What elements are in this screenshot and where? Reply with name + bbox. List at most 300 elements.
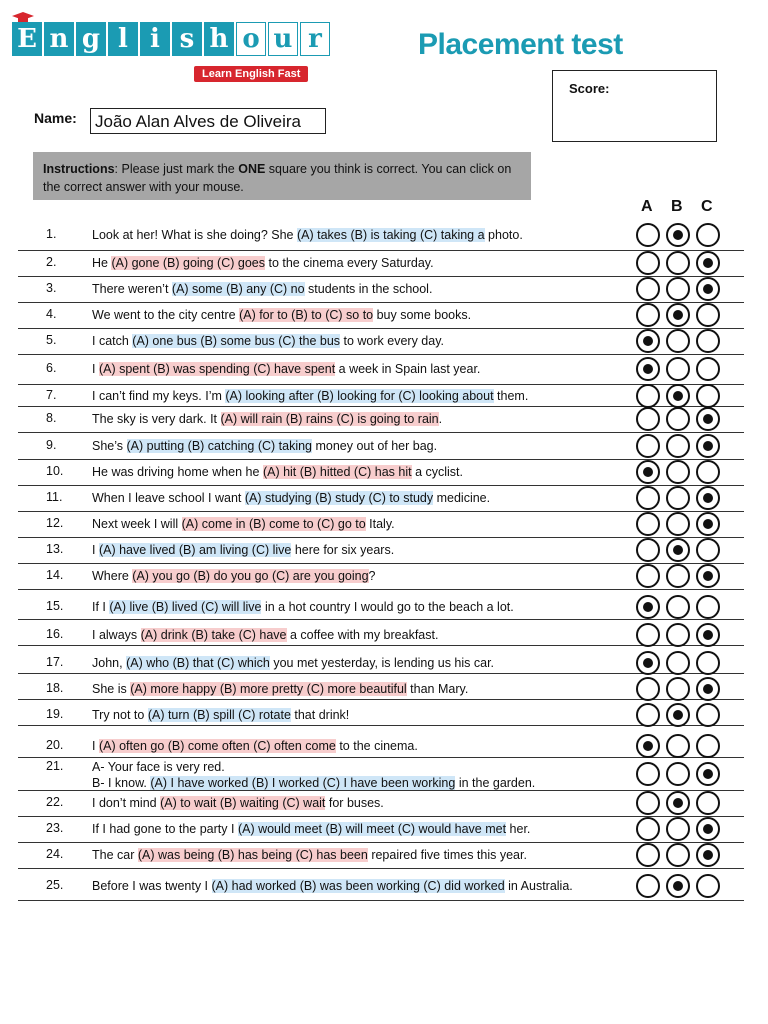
question-ending: for buses. [325, 796, 384, 810]
question-line [92, 681, 468, 697]
selected-dot-icon [673, 798, 683, 808]
table-row [18, 757, 744, 791]
answer-bubble-b[interactable] [666, 874, 690, 898]
answer-bubble-b[interactable] [666, 434, 690, 458]
question-stem: I don’t mind [92, 796, 161, 810]
question-ending: that drink! [290, 708, 350, 722]
question-text [92, 388, 528, 404]
answer-bubble-a[interactable] [636, 407, 660, 431]
answer-options: (A) often go (B) come often (C) often come [98, 738, 336, 753]
answer-bubble-c[interactable] [696, 357, 720, 381]
answer-bubble-c[interactable] [696, 251, 720, 275]
answer-bubble-a[interactable] [636, 564, 660, 588]
answer-bubbles [636, 407, 722, 431]
answer-options: (A) who (B) that (C) which [126, 656, 270, 670]
selected-dot-icon [703, 519, 713, 529]
question-stem: He was driving home when he [92, 465, 263, 479]
question-text [92, 516, 395, 532]
selected-dot-icon [643, 602, 653, 612]
answer-bubbles [636, 486, 722, 510]
answer-bubble-c[interactable] [696, 460, 720, 484]
answer-bubble-c[interactable] [696, 277, 720, 301]
logo-letter: h [204, 22, 234, 56]
question-text [92, 568, 375, 584]
question-line [92, 411, 442, 427]
question-number: 7. [46, 388, 57, 402]
answer-bubbles [636, 595, 722, 619]
selected-dot-icon [703, 258, 713, 268]
question-ending: a week in Spain last year. [335, 362, 481, 376]
answer-bubble-b[interactable] [666, 329, 690, 353]
question-ending: money out of her bag. [312, 439, 438, 453]
question-line [92, 388, 528, 404]
question-ending: Italy. [365, 517, 395, 531]
answer-bubbles [636, 223, 722, 247]
question-text [92, 333, 444, 349]
question-stem: Try not to [92, 708, 148, 722]
table-row [18, 276, 744, 303]
question-ending: in the garden. [455, 776, 536, 790]
table-row [18, 816, 744, 843]
answer-bubbles [636, 512, 722, 536]
selected-dot-icon [703, 493, 713, 503]
answer-bubble-b[interactable] [666, 384, 690, 408]
answer-options: (A) have lived (B) am living (C) live [98, 543, 292, 557]
answer-bubble-c[interactable] [696, 407, 720, 431]
table-row [18, 386, 744, 407]
answer-bubble-c[interactable] [696, 595, 720, 619]
answer-bubble-b[interactable] [666, 460, 690, 484]
answer-bubble-c[interactable] [696, 817, 720, 841]
answer-bubbles [636, 843, 722, 867]
answer-bubble-c[interactable] [696, 434, 720, 458]
answer-bubbles [636, 762, 722, 786]
question-ending: than Mary. [406, 682, 469, 696]
table-row [18, 220, 744, 251]
answer-bubble-a[interactable] [636, 734, 660, 758]
question-number: 10. [46, 464, 64, 478]
question-number: 3. [46, 281, 57, 295]
column-header-b: B [671, 198, 683, 215]
table-row [18, 679, 744, 700]
answer-bubble-a[interactable] [636, 677, 660, 701]
answer-bubbles [636, 277, 722, 301]
question-text [92, 411, 442, 427]
question-stem: I [92, 738, 99, 753]
answer-bubbles [636, 303, 722, 327]
answer-bubbles [636, 874, 722, 898]
table-row [18, 354, 744, 385]
answer-bubble-c[interactable] [696, 843, 720, 867]
instructions-text: : Please just mark the [114, 162, 239, 176]
instructions-box [33, 152, 531, 200]
answer-bubble-b[interactable] [666, 357, 690, 381]
question-number: 13. [46, 542, 64, 556]
answer-bubble-c[interactable] [696, 623, 720, 647]
table-row [18, 594, 744, 620]
answer-bubble-c[interactable] [696, 734, 720, 758]
answer-bubbles [636, 564, 722, 588]
selected-dot-icon [643, 336, 653, 346]
selected-dot-icon [643, 741, 653, 751]
question-ending: photo. [484, 228, 523, 242]
englishour-logo [12, 12, 322, 84]
score-label: Score: [569, 81, 610, 96]
answer-bubble-a[interactable] [636, 538, 660, 562]
answer-options: (A) turn (B) spill (C) rotate [147, 708, 291, 722]
answer-bubble-a[interactable] [636, 434, 660, 458]
answer-bubble-c[interactable] [696, 512, 720, 536]
column-header-c: C [701, 198, 713, 215]
answer-bubbles [636, 251, 722, 275]
answer-bubble-b[interactable] [666, 843, 690, 867]
selected-dot-icon [703, 684, 713, 694]
table-row [18, 790, 744, 817]
question-stem: If I [92, 599, 110, 614]
question-text [92, 490, 490, 506]
selected-dot-icon [703, 824, 713, 834]
question-line [92, 655, 494, 671]
answer-options: (A) one bus (B) some bus (C) the bus [132, 334, 341, 348]
question-number: 1. [46, 227, 57, 241]
table-row [18, 485, 744, 512]
answer-bubbles [636, 623, 722, 647]
answer-options: (A) gone (B) going (C) goes [111, 256, 265, 270]
question-text [92, 307, 471, 323]
answer-bubble-a[interactable] [636, 384, 660, 408]
answer-bubble-c[interactable] [696, 329, 720, 353]
answer-bubble-b[interactable] [666, 762, 690, 786]
answer-bubble-c[interactable] [696, 564, 720, 588]
selected-dot-icon [643, 467, 653, 477]
question-ending: repaired five times this year. [367, 848, 527, 862]
answer-bubble-b[interactable] [666, 407, 690, 431]
answer-bubble-c[interactable] [696, 791, 720, 815]
answer-options: (A) hit (B) hitted (C) has hit [262, 465, 412, 479]
answer-bubble-c[interactable] [696, 677, 720, 701]
question-line [92, 847, 527, 863]
answer-bubble-a[interactable] [636, 651, 660, 675]
answer-bubble-a[interactable] [636, 623, 660, 647]
answer-bubble-c[interactable] [696, 703, 720, 727]
answer-bubble-a[interactable] [636, 595, 660, 619]
question-line [92, 438, 437, 454]
table-row [18, 250, 744, 277]
question-stem: Where [92, 569, 133, 583]
answer-bubble-b[interactable] [666, 277, 690, 301]
question-number: 6. [46, 361, 57, 375]
selected-dot-icon [703, 441, 713, 451]
answer-bubble-b[interactable] [666, 651, 690, 675]
selected-dot-icon [673, 881, 683, 891]
question-ending: here for six years. [291, 543, 395, 557]
question-text [92, 707, 349, 723]
selected-dot-icon [703, 630, 713, 640]
question-text [92, 795, 384, 811]
table-row [18, 871, 744, 901]
answer-bubble-c[interactable] [696, 651, 720, 675]
question-number: 8. [46, 411, 57, 425]
question-line [92, 333, 444, 349]
logo-letter: E [12, 22, 42, 56]
answer-bubble-a[interactable] [636, 303, 660, 327]
question-line [92, 738, 418, 754]
answer-bubble-b[interactable] [666, 734, 690, 758]
selected-dot-icon [703, 284, 713, 294]
question-number: 14. [46, 568, 64, 582]
question-line [92, 775, 535, 791]
question-text [92, 464, 463, 480]
question-stem: We went to the city centre [92, 308, 240, 322]
table-row [18, 563, 744, 590]
question-stem: There weren’t [92, 282, 172, 296]
logo-letter: g [76, 22, 106, 56]
answer-options: (A) more happy (B) more pretty (C) more beautiful [130, 682, 407, 696]
question-ending: in a hot country I would go to the beach a lot. [261, 599, 514, 614]
answer-bubble-b[interactable] [666, 486, 690, 510]
question-text [92, 255, 434, 271]
question-ending: students in the school. [304, 282, 433, 296]
question-ending: a coffee with my breakfast. [286, 628, 439, 642]
question-ending: you met yesterday, is lending us his car. [269, 656, 495, 670]
answer-bubble-b[interactable] [666, 538, 690, 562]
answer-options: (A) will rain (B) rains (C) is going to rain [220, 412, 439, 426]
answer-bubble-b[interactable] [666, 791, 690, 815]
table-row [18, 705, 744, 726]
answer-options: (A) some (B) any (C) no [171, 282, 305, 296]
table-row [18, 459, 744, 486]
table-row [18, 406, 744, 433]
table-row [18, 537, 744, 564]
question-line [92, 707, 349, 723]
answer-bubbles [636, 434, 722, 458]
answer-bubbles [636, 703, 722, 727]
answer-bubble-a[interactable] [636, 357, 660, 381]
answer-bubble-b[interactable] [666, 703, 690, 727]
answer-bubble-a[interactable] [636, 703, 660, 727]
answer-bubble-b[interactable] [666, 512, 690, 536]
answer-bubble-b[interactable] [666, 623, 690, 647]
question-stem: I [92, 362, 99, 376]
question-stem: Look at her! What is she doing? She [92, 228, 297, 242]
answer-bubble-c[interactable] [696, 486, 720, 510]
question-text [92, 542, 394, 558]
question-number: 16. [46, 627, 64, 641]
question-line [92, 227, 523, 243]
selected-dot-icon [703, 850, 713, 860]
question-stem: I can’t find my keys. I’m [92, 389, 226, 403]
logo-tagline: Learn English Fast [194, 66, 308, 82]
answer-bubble-a[interactable] [636, 486, 660, 510]
question-text [92, 227, 523, 243]
question-text [92, 759, 535, 791]
logo-letter: s [172, 22, 202, 56]
logo-letter: r [300, 22, 330, 56]
table-row [18, 302, 744, 329]
table-row [18, 625, 744, 646]
selected-dot-icon [673, 710, 683, 720]
logo-letter: i [140, 22, 170, 56]
question-text [92, 681, 468, 697]
answer-bubble-a[interactable] [636, 762, 660, 786]
question-ending: to work every day. [340, 334, 445, 348]
selected-dot-icon [643, 658, 653, 668]
answer-bubble-a[interactable] [636, 277, 660, 301]
answer-bubble-b[interactable] [666, 223, 690, 247]
answer-bubble-a[interactable] [636, 791, 660, 815]
name-field[interactable]: João Alan Alves de Oliveira [90, 108, 326, 134]
logo-letter: l [108, 22, 138, 56]
score-box [552, 70, 717, 142]
question-ending: to the cinema. [335, 738, 418, 753]
answer-bubble-c[interactable] [696, 874, 720, 898]
question-number: 2. [46, 255, 57, 269]
instructions-lead: Instructions [43, 162, 115, 176]
question-number: 23. [46, 821, 64, 835]
answer-bubble-b[interactable] [666, 817, 690, 841]
question-stem: She’s [92, 439, 127, 453]
answer-bubble-c[interactable] [696, 223, 720, 247]
question-stem: She is [92, 682, 131, 696]
answer-bubble-a[interactable] [636, 251, 660, 275]
answer-options: (A) studying (B) study (C) to study [244, 491, 434, 505]
answer-bubble-c[interactable] [696, 384, 720, 408]
question-line [92, 516, 395, 532]
selected-dot-icon [673, 391, 683, 401]
question-number: 17. [46, 655, 64, 669]
answer-bubble-b[interactable] [666, 677, 690, 701]
answer-options: (A) had worked (B) was been working (C) did worked [211, 878, 505, 893]
instructions-text-2: square you think is correct. You can click on the correct answer with your mouse. [43, 162, 512, 194]
question-stem: He [92, 256, 112, 270]
answer-bubble-b[interactable] [666, 303, 690, 327]
answer-bubble-a[interactable] [636, 460, 660, 484]
question-number: 11. [46, 490, 63, 504]
question-text [92, 738, 418, 754]
question-number: 18. [46, 681, 64, 695]
question-number: 24. [46, 847, 64, 861]
answer-bubbles [636, 460, 722, 484]
question-number: 19. [46, 707, 64, 721]
question-stem: I catch [92, 334, 133, 348]
question-stem: Before I was twenty I [92, 878, 212, 893]
question-number: 15. [46, 598, 64, 613]
question-ending: buy some books. [373, 308, 472, 322]
question-text [92, 627, 438, 643]
question-text [92, 878, 573, 894]
selected-dot-icon [673, 230, 683, 240]
answer-options: (A) was being (B) has being (C) has been [137, 848, 368, 862]
answer-bubble-a[interactable] [636, 817, 660, 841]
answer-bubble-a[interactable] [636, 874, 660, 898]
answer-options: (A) come in (B) come to (C) go to [181, 517, 366, 531]
answer-bubbles [636, 677, 722, 701]
question-text [92, 438, 437, 454]
question-line [92, 627, 438, 643]
column-header-a: A [641, 198, 653, 215]
question-ending: her. [506, 822, 531, 836]
question-stem: If I had gone to the party I [92, 822, 238, 836]
question-line [92, 878, 573, 894]
question-line [92, 361, 480, 377]
name-label: Name: [34, 110, 77, 126]
answer-bubble-a[interactable] [636, 512, 660, 536]
question-number: 20. [46, 737, 64, 752]
question-dialogue-line: A- Your face is very red. [92, 760, 225, 774]
question-text [92, 281, 432, 297]
question-line [92, 821, 530, 837]
question-stem: The car [92, 848, 138, 862]
answer-bubbles [636, 791, 722, 815]
answer-options: (A) for to (B) to (C) so to [239, 308, 374, 322]
selected-dot-icon [703, 571, 713, 581]
question-stem: When I leave school I want [92, 491, 245, 505]
answer-options: (A) you go (B) do you go (C) are you going [132, 569, 369, 583]
question-line [92, 464, 463, 480]
question-line [92, 490, 490, 506]
question-number: 9. [46, 438, 57, 452]
table-row [18, 511, 744, 538]
answer-options: (A) putting (B) catching (C) taking [126, 439, 313, 453]
answer-bubble-b[interactable] [666, 564, 690, 588]
question-ending: them. [493, 389, 529, 403]
logo-letter: u [268, 22, 298, 56]
selected-dot-icon [643, 364, 653, 374]
question-stem: I [92, 543, 99, 557]
table-row [18, 842, 744, 869]
answer-bubbles [636, 734, 722, 758]
question-stem: I always [92, 628, 141, 642]
question-ending: medicine. [433, 491, 491, 505]
answer-options: (A) drink (B) take (C) have [140, 628, 287, 642]
question-ending: ? [368, 569, 376, 583]
answer-bubble-b[interactable] [666, 251, 690, 275]
answer-bubble-a[interactable] [636, 223, 660, 247]
answer-bubble-a[interactable] [636, 329, 660, 353]
question-ending: a cyclist. [411, 465, 463, 479]
question-line [92, 568, 375, 584]
question-line [92, 281, 432, 297]
question-line [92, 307, 471, 323]
question-stem: John, [92, 656, 127, 670]
answer-options: (A) spent (B) was spending (C) have spent [98, 362, 336, 376]
answer-bubbles [636, 817, 722, 841]
selected-dot-icon [703, 414, 713, 424]
logo-letter: n [44, 22, 74, 56]
question-number: 4. [46, 307, 57, 321]
answer-options: (A) live (B) lived (C) will live [109, 599, 262, 614]
question-ending: in Australia. [504, 878, 573, 893]
question-number: 25. [46, 877, 64, 892]
answer-bubble-a[interactable] [636, 843, 660, 867]
answer-bubbles [636, 357, 722, 381]
question-text [92, 847, 527, 863]
question-number: 12. [46, 516, 64, 530]
selected-dot-icon [673, 545, 683, 555]
answer-bubble-c[interactable] [696, 538, 720, 562]
question-ending: . [438, 412, 443, 426]
table-row [18, 328, 744, 355]
question-text [92, 361, 480, 377]
question-text [92, 599, 514, 615]
selected-dot-icon [703, 769, 713, 779]
answer-options: (A) I have worked (B) I worked (C) I have been working [150, 776, 456, 790]
answer-bubble-c[interactable] [696, 303, 720, 327]
question-ending: to the cinema every Saturday. [265, 256, 434, 270]
answer-bubble-b[interactable] [666, 595, 690, 619]
answer-bubble-c[interactable] [696, 762, 720, 786]
question-stem: The sky is very dark. It [92, 412, 221, 426]
